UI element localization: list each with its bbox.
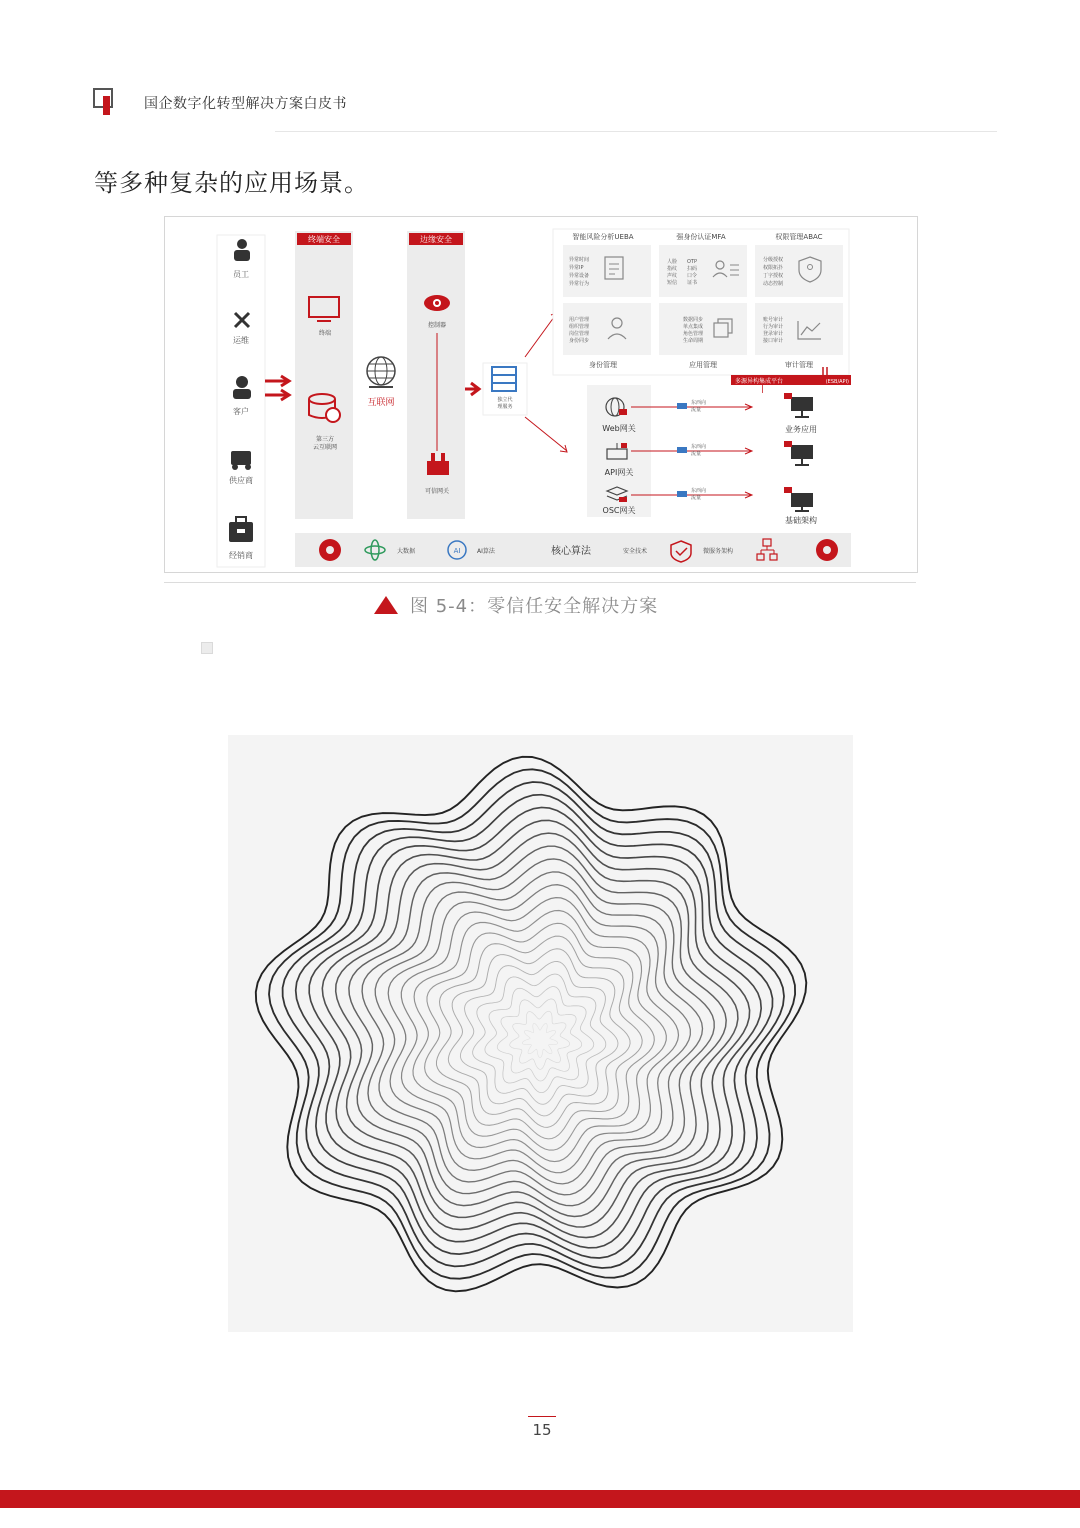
gear-icon (816, 539, 838, 561)
integration-label: 多源异构集成平台 (735, 378, 784, 385)
svg-text:口令: 口令 (687, 273, 698, 279)
audit-title: 审计管理 (785, 361, 813, 369)
caption-text: 图 5-4：零信任安全解决方案 (410, 596, 659, 617)
wave-ring (510, 1011, 570, 1069)
edge-security-title: 边缘安全 (420, 235, 452, 244)
endpoint-label: 终端 (318, 330, 332, 337)
wave-ring (256, 757, 807, 1292)
header-divider (275, 131, 997, 132)
svg-text:权限拓扑: 权限拓扑 (763, 265, 784, 271)
wave-ring (522, 1023, 557, 1057)
body-paragraph: 等多种复杂的应用场景。 (94, 169, 369, 197)
flow-label: 东西向 (691, 444, 707, 450)
header-title: 国企数字化转型解决方案白皮书 (144, 96, 347, 112)
wave-ring (322, 820, 749, 1237)
wave-ring (349, 846, 726, 1216)
svg-text:指纹: 指纹 (667, 266, 678, 272)
svg-text:异常行为: 异常行为 (569, 281, 590, 287)
actor-label: 客户 (233, 407, 249, 416)
wave-ring (362, 859, 714, 1206)
application-title: 应用管理 (689, 361, 717, 369)
eye-icon (424, 295, 450, 311)
mfa-title: 强身份认证MFA (676, 233, 726, 241)
triangle-icon (374, 596, 398, 614)
core-algorithm-label: 核心算法 (551, 546, 591, 557)
image-placeholder-icon (201, 642, 213, 654)
ueba-title: 智能风险分析UEBA (572, 233, 634, 241)
flow-label: 东西向 (691, 400, 707, 406)
endpoint-security-title: 终端安全 (308, 235, 340, 244)
flow-label: 流量 (691, 495, 702, 501)
bottom-label: 微服务架构 (703, 548, 734, 555)
identity-title: 身份管理 (589, 361, 617, 369)
bottom-label: AI算法 (477, 548, 495, 555)
endpoint-label: 第三方 (315, 436, 335, 443)
svg-text:声纹: 声纹 (667, 273, 678, 279)
svg-text:证书: 证书 (687, 280, 698, 286)
svg-text:身份同步: 身份同步 (569, 338, 590, 344)
integration-suffix: (ESB/API) (825, 379, 849, 385)
flow-label: 流量 (691, 407, 702, 413)
wave-ring (269, 769, 795, 1278)
flow-label: 东西向 (691, 488, 707, 494)
logo-mark (93, 88, 117, 116)
wave-ring (388, 885, 690, 1184)
svg-text:岗位管理: 岗位管理 (569, 331, 590, 337)
svg-text:单点集成: 单点集成 (683, 324, 704, 330)
page-number-rule (528, 1416, 556, 1417)
internet-label: 互联网 (367, 398, 395, 408)
svg-text:角色管理: 角色管理 (683, 331, 704, 337)
svg-text:AI: AI (453, 547, 461, 555)
actor-label: 员工 (233, 270, 249, 279)
svg-text:异常时间: 异常时间 (569, 257, 590, 263)
wave-ring (485, 987, 594, 1093)
wave-ring (497, 999, 581, 1081)
access-arrows (265, 376, 289, 400)
abac-title: 权限管理ABAC (775, 233, 823, 241)
svg-text:人脸: 人脸 (667, 259, 678, 265)
svg-text:异常设备: 异常设备 (569, 273, 590, 279)
svg-text:扫码: 扫码 (687, 266, 698, 272)
flow-label: 流量 (691, 451, 702, 457)
svg-text:接口审计: 接口审计 (763, 338, 784, 344)
proxy-label: 独立代 (497, 397, 513, 403)
figure-caption (374, 592, 658, 618)
svg-text:OTP: OTP (687, 259, 698, 265)
wave-ring (401, 898, 678, 1173)
edge-label: 控制器 (427, 322, 447, 329)
svg-text:行为审计: 行为审计 (763, 324, 784, 330)
footer-bar (0, 1490, 1080, 1508)
svg-text:用户管理: 用户管理 (569, 317, 590, 323)
actor-label: 供应商 (229, 476, 253, 485)
zero-trust-diagram (164, 216, 918, 573)
proxy-arrow (465, 383, 479, 395)
svg-text:丁字授权: 丁字授权 (763, 273, 784, 279)
edge-label: 可信网关 (424, 488, 450, 495)
endpoint-label: 云互联网 (312, 444, 338, 451)
svg-text:动态控制: 动态控制 (763, 281, 784, 287)
actor-label: 经销商 (229, 551, 253, 560)
svg-text:生命周期: 生命周期 (683, 338, 704, 344)
bottom-label: 大数据 (397, 548, 416, 555)
svg-text:组织管理: 组织管理 (569, 324, 590, 330)
target-label: 业务应用 (785, 425, 817, 434)
svg-text:登录审计: 登录审计 (763, 331, 784, 337)
svg-text:分级授权: 分级授权 (763, 257, 784, 263)
gateway-label: API网关 (604, 468, 634, 477)
gear-icon (319, 539, 341, 561)
svg-text:账号审计: 账号审计 (763, 317, 784, 323)
gateway-label: Web网关 (602, 424, 636, 433)
bottom-label: 安全技术 (623, 548, 648, 555)
svg-text:短信: 短信 (667, 280, 678, 286)
actor-label: 运维 (233, 336, 249, 345)
wave-ring (309, 807, 761, 1247)
target-label: 基础架构 (785, 516, 817, 525)
page-number: 15 (532, 1421, 552, 1439)
decorative-wave-art (228, 735, 853, 1332)
svg-text:数据同步: 数据同步 (683, 317, 704, 323)
svg-text:异常IP: 异常IP (569, 265, 584, 271)
proxy-label: 理服务 (497, 404, 513, 410)
gateway-label: OSC网关 (602, 506, 636, 515)
globe-icon (367, 357, 395, 387)
figure-divider (164, 582, 916, 583)
